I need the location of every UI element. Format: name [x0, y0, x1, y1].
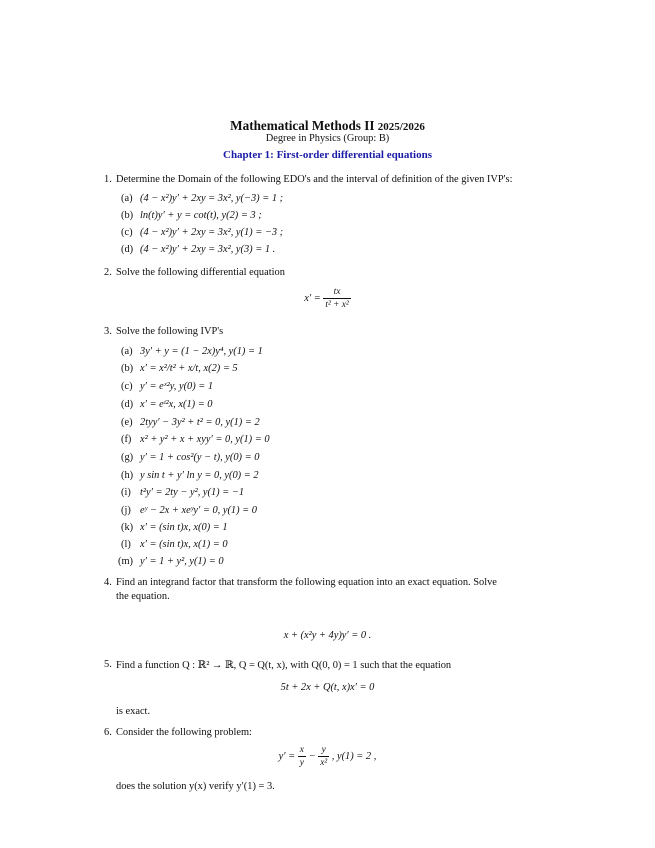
- q6-display-equation: [0, 745, 655, 768]
- q2-number: 2.: [104, 267, 112, 278]
- q6-minus: −: [308, 750, 316, 762]
- q3-item-label: (g): [121, 452, 134, 463]
- q1-item-equation: (4 − x²)y′ + 2xy = 3x², y(−3) = 1 ;: [140, 193, 284, 204]
- q3-item-equation: y′ = eˣ²y, y(0) = 1: [140, 381, 214, 392]
- q1-text: Determine the Domain of the following EDO's and the interval of definition of the given IVP's:: [116, 174, 513, 185]
- title-text: Mathematical Methods II: [230, 118, 375, 133]
- q6-text: Consider the following problem:: [116, 727, 252, 738]
- q1-number: 1.: [104, 174, 112, 185]
- q4-number: 4.: [104, 577, 112, 588]
- q3-item-label: (f): [121, 434, 132, 445]
- q3-number: 3.: [104, 326, 112, 337]
- q3-item-equation: x′ = x²/t² + x/t, x(2) = 5: [140, 363, 238, 374]
- q3-item-equation: x′ = (sin t)x, x(0) = 1: [140, 522, 228, 533]
- q2-lhs: x′ =: [304, 292, 321, 304]
- q3-item-label: (b): [121, 363, 134, 374]
- q3-item-equation: t²y′ = 2ty − y², y(1) = −1: [140, 487, 245, 498]
- q3-item-equation: y′ = 1 + cos²(y − t), y(0) = 0: [140, 452, 260, 463]
- q3-item-label: (j): [121, 505, 131, 516]
- chapter-heading: Chapter 1: First-order differential equations: [223, 149, 432, 161]
- q3-item-label: (e): [121, 417, 133, 428]
- q3-item-equation: y′ = 1 + y², y(1) = 0: [140, 556, 224, 567]
- q5-display-equation: 5t + 2x + Q(t, x)x′ = 0: [280, 682, 375, 693]
- q6-fraction-2: [318, 745, 329, 768]
- q3-item-label: (k): [121, 522, 134, 533]
- q1-item-label: (b): [121, 210, 134, 221]
- q3-item-equation: y sin t + y′ ln y = 0, y(0) = 2: [140, 470, 259, 481]
- q3-item-label: (i): [121, 487, 131, 498]
- q2-text: Solve the following differential equation: [116, 267, 285, 278]
- q3-item-label: (a): [121, 346, 133, 357]
- q6-fraction-1-denominator: y: [299, 758, 304, 768]
- q3-item-label: (l): [121, 539, 131, 550]
- q6-fraction-1-numerator: x: [299, 745, 304, 755]
- document-title: [0, 118, 655, 134]
- q6-rest: , y(1) = 2 ,: [331, 750, 377, 762]
- q2-fraction: [323, 287, 350, 310]
- q6-lhs: y′ =: [278, 750, 296, 762]
- q6-fraction-2-numerator: y: [318, 745, 329, 757]
- q2-display-equation: [0, 287, 655, 310]
- q3-item-equation: x′ = (sin t)x, x(1) = 0: [140, 539, 228, 550]
- q6-number: 6.: [104, 727, 112, 738]
- q2-denominator: t² + x²: [325, 300, 349, 310]
- academic-year: 2025/2026: [377, 121, 425, 133]
- q4-text-line2: the equation.: [116, 591, 170, 602]
- q4-text-line1: Find an integrand factor that transform the following equation into an exact equation. Solve: [116, 577, 497, 588]
- q6-fraction-2-denominator: x²: [320, 758, 328, 768]
- q4-display-equation: x + (x²y + 4y)y′ = 0 .: [283, 630, 372, 641]
- q1-item-equation: (4 − x²)y′ + 2xy = 3x², y(1) = −3 ;: [140, 227, 284, 238]
- q1-item-equation: ln(t)y′ + y = cot(t), y(2) = 3 ;: [140, 210, 262, 221]
- q5-text: Find a function Q : ℝ² → ℝ, Q = Q(t, x), with Q(0, 0) = 1 such that the equation: [116, 660, 452, 671]
- q3-item-label: (h): [121, 470, 134, 481]
- q3-item-equation: 3y′ + y = (1 − 2x)y⁴, y(1) = 1: [140, 346, 263, 357]
- q3-item-equation: 2tyy′ − 3y² + t² = 0, y(1) = 2: [140, 417, 260, 428]
- q1-item-label: (c): [121, 227, 133, 238]
- document-subtitle: Degree in Physics (Group: B): [265, 133, 390, 144]
- q3-item-label: (m): [118, 556, 134, 567]
- q1-item-equation: (4 − x²)y′ + 2xy = 3x², y(3) = 1 .: [140, 244, 276, 255]
- q5-number: 5.: [104, 659, 112, 670]
- q2-numerator: tx: [323, 287, 350, 299]
- q3-item-equation: x² + y² + x + xyy′ = 0, y(1) = 0: [140, 434, 270, 445]
- q3-item-equation: x′ = eᵗ²x, x(1) = 0: [140, 399, 213, 410]
- q1-item-label: (d): [121, 244, 134, 255]
- q3-text: Solve the following IVP's: [116, 326, 224, 337]
- q1-item-label: (a): [121, 193, 133, 204]
- q3-item-label: (c): [121, 381, 133, 392]
- q6-fraction-1: [298, 745, 306, 768]
- q5-after-text: is exact.: [116, 706, 151, 717]
- q6-after-text: does the solution y(x) verify y′(1) = 3.: [116, 781, 275, 792]
- q3-item-label: (d): [121, 399, 134, 410]
- q3-item-equation: eʸ − 2x + xeʸy′ = 0, y(1) = 0: [140, 505, 257, 516]
